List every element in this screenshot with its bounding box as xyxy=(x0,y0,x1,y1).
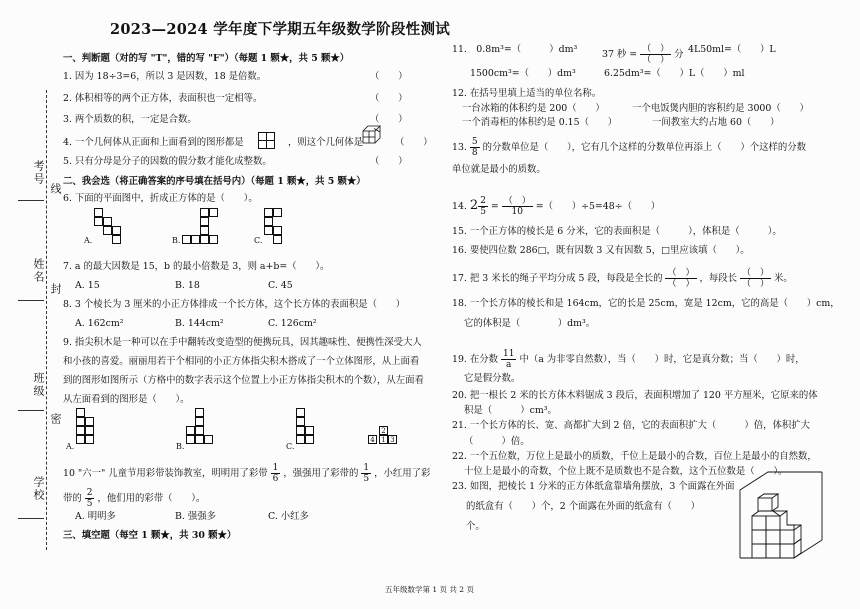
q17-text-c: 米。 xyxy=(773,273,793,284)
q10-option-a: A. 明明多 xyxy=(75,511,116,522)
q19-line-2: 它是假分数。 xyxy=(464,373,521,384)
fraction-five-eighths: $\frac{5}{8}$ xyxy=(471,137,478,158)
option-label: A. xyxy=(66,442,75,451)
q7-option-c: C. 45 xyxy=(268,280,293,291)
option-label: C. xyxy=(286,442,295,451)
question-9-line-4: 从左面看到的图形是（ ）。 xyxy=(63,394,190,405)
q10-text-e: ，他们用的彩带（ ）。 xyxy=(97,493,206,504)
question-12: 12. 在括号里填上适当的单位名称。 xyxy=(452,88,602,99)
fraction-blank-over-ten: $\frac{( )}{10}$ xyxy=(503,196,531,217)
section-fill-heading: 三、填空题（每空 1 颗★，共 30 颗★） xyxy=(63,530,237,541)
question-9-line-3: 到的图形如图所示（方格中的数字表示这个位置上小正方体指尖积木的个数），从左面看 xyxy=(63,375,424,386)
margin-rule xyxy=(18,410,44,411)
question-15: 15. 一个正方体的棱长是 6 分米，它的表面积是（ ），体积是（ ）。 xyxy=(452,226,782,237)
q20-line-2: 积是（ ）cm³。 xyxy=(464,405,557,416)
fraction-blank: $\frac{( )}{( )}$ xyxy=(642,44,670,65)
question-11-c: 4L50ml=（ ）L xyxy=(688,44,776,55)
q6-net-a xyxy=(84,208,144,248)
option-label: A. xyxy=(84,236,93,245)
question-4-text-b: ，则这个几何体是 xyxy=(288,137,364,148)
question-11-e: 6.25dm³=（ ）L（ ）ml xyxy=(604,68,745,79)
fraction-eleven-over-a: $\frac{11}{a}$ xyxy=(503,349,515,370)
question-9-line-2: 和小孩的喜爱。丽丽用若干个相同的小正方体指尖积木搭成了一个立体图形，从上面看 xyxy=(63,356,420,367)
question-17 xyxy=(452,268,793,289)
q21-line-2: （ ）倍。 xyxy=(464,436,530,447)
question-16: 16. 要使四位数 286□，既有因数 3 又有因数 5，□里应该填（ ）。 xyxy=(452,245,750,256)
q19-text-a: 19. 在分数 xyxy=(452,354,499,365)
answer-paren: （ ） xyxy=(395,137,433,148)
q17-text-a: 17. 把 3 米长的绳子平均分成 5 段，每段是全长的 xyxy=(452,273,663,284)
question-4 xyxy=(63,137,244,149)
option-label: C. xyxy=(254,236,263,245)
q10-text-b: ，强强用了彩带的 xyxy=(283,468,359,479)
question-14: 14. 2 $\frac{2}{5}$ = $\frac{( )}{10}$ =（ ）÷5=48÷（ ） xyxy=(452,196,661,217)
question-11-d: 1500cm³=（ ）dm³ xyxy=(470,68,576,79)
question-8: 8. 3 个棱长为 3 厘米的小正方体排成一个长方体，这个长方体的表面积是（ ） xyxy=(63,299,406,310)
answer-paren: （ ） xyxy=(370,71,408,82)
option-label: B. xyxy=(172,236,181,245)
page-footer: 五年级数学第 1 页 共 2 页 xyxy=(385,585,474,594)
q13-number: 13. xyxy=(452,142,467,153)
q11-unit: 分 xyxy=(674,49,684,60)
grid-cell: 3 xyxy=(388,435,397,444)
q11-text: 37 秒 = xyxy=(602,49,638,60)
q23-line-3: 个。 xyxy=(466,521,485,532)
cube-stack-icon xyxy=(258,128,280,150)
q14-text: =（ ）÷5=48÷（ ） xyxy=(535,201,661,212)
margin-label-feng: 封 xyxy=(49,283,62,296)
question-5: 5. 只有分母是分子的因数的假分数才能化成整数。 xyxy=(63,156,272,167)
q9-view-a xyxy=(66,408,116,453)
q6-net-c xyxy=(254,208,314,248)
q6-net-b xyxy=(172,208,232,248)
question-4-text-a: 4. 一个几何体从正面和上面看到的图形都是 xyxy=(63,137,244,148)
q17-text-b: ，每段长 xyxy=(699,273,737,284)
margin-label-xian: 线 xyxy=(49,183,62,196)
q7-option-b: B. 18 xyxy=(175,280,200,291)
answer-paren: （ ） xyxy=(370,156,408,167)
question-10-line-2 xyxy=(63,488,205,509)
q12-item-2: 一个电饭煲内胆的容积约是 3000（ ） xyxy=(632,103,809,114)
section-judge-heading: 一、判断题（对的写 "T"，错的写 "F"）（每题 1 颗★，共 5 颗★） xyxy=(63,53,350,64)
q10-option-b: B. 强强多 xyxy=(175,511,216,522)
binding-margin xyxy=(0,0,60,609)
question-6: 6. 下面的平面图中，折成正方体的是（ ）。 xyxy=(63,193,258,204)
stacked-cubes-figure xyxy=(738,470,824,560)
margin-label-xingming: 姓名 xyxy=(32,258,45,284)
margin-label-kaohao: 考号 xyxy=(32,160,45,186)
grid-cell: 4 xyxy=(368,435,377,444)
q8-option-c: C. 126cm² xyxy=(268,318,317,329)
q10-text-d: 带的 xyxy=(63,493,82,504)
q18-line-2: 它的体积是（ ）dm³。 xyxy=(464,318,596,329)
question-22: 22. 一个五位数，万位上是最小的质数，千位上是最小的合数，百位上是最小的自然数， xyxy=(452,451,817,462)
q12-item-1: 一台冰箱的体积约是 200（ ） xyxy=(462,103,605,114)
grid-cell: 1 xyxy=(379,435,388,444)
answer-paren: （ ） xyxy=(370,114,408,125)
q9-view-b xyxy=(176,408,226,453)
exam-title: 2023—2024 学年度下学期五年级数学阶段性测试 xyxy=(110,21,451,38)
question-18: 18. 一个长方体的棱长和是 164cm，它的长是 25cm，宽是 12cm，它的高是（ ）cm， xyxy=(452,298,840,309)
grid-cell: 2 xyxy=(379,426,388,435)
q19-text-b: 中（a 为非零自然数），当（ ）时，它是真分数；当（ ）时， xyxy=(519,354,805,365)
option-label: B. xyxy=(176,442,185,451)
fraction-blank: $\frac{( )}{( )}$ xyxy=(741,268,769,289)
margin-rule xyxy=(18,200,44,201)
answer-paren: （ ） xyxy=(370,93,408,104)
fraction-blank: $\frac{( )}{( )}$ xyxy=(667,268,695,289)
q8-option-b: B. 144cm² xyxy=(175,318,224,329)
q12-item-4: 一间教室大约占地 60（ ） xyxy=(652,117,780,128)
binding-dashed-line xyxy=(46,90,47,550)
q8-option-a: A. 162cm² xyxy=(75,318,124,329)
margin-label-mi: 密 xyxy=(49,413,62,426)
question-13 xyxy=(452,137,806,158)
fraction-two-fifths: $\frac{2}{5}$ xyxy=(86,488,93,509)
q13-text: 的分数单位是（ ），它有几个这样的分数单位再添上（ ）个这样的分数 xyxy=(482,142,807,153)
question-11-a: 11. 0.8m³=（ ）dm³ xyxy=(452,44,578,55)
q13-line-2: 单位就是最小的质数。 xyxy=(452,164,546,175)
q14-number: 14. xyxy=(452,201,467,212)
q12-item-3: 一个消毒柜的体积约是 0.15（ ） xyxy=(462,117,618,128)
question-19 xyxy=(452,349,805,370)
question-2: 2. 体积相等的两个正方体，表面积也一定相等。 xyxy=(63,93,263,104)
q23-line-2: 的纸盒有（ ）个，2 个面露在外面的纸盒有（ ） xyxy=(466,501,700,512)
section-choice-heading: 二、我会选（将正确答案的序号填在括号内）（每题 1 颗★，共 5 颗★） xyxy=(63,176,366,187)
q22-line-2: 十位上是最小的奇数，个位上既不是质数也不是合数，这个五位数是（ ）。 xyxy=(464,466,788,477)
margin-rule xyxy=(18,518,44,519)
cube-3d-icon xyxy=(362,125,382,145)
q7-option-a: A. 15 xyxy=(75,280,100,291)
q9-top-view-grid xyxy=(368,426,398,448)
q10-option-c: C. 小红多 xyxy=(268,511,309,522)
margin-rule xyxy=(18,300,44,301)
q14-whole: 2 xyxy=(469,198,479,213)
q10-text-a: 10 "六一" 儿童节用彩带装饰教室，明明用了彩带 xyxy=(63,468,268,479)
question-3: 3. 两个质数的积，一定是合数。 xyxy=(63,114,197,125)
q9-view-c xyxy=(286,408,336,453)
fraction-one-sixth: $\frac{1}{6}$ xyxy=(272,463,279,484)
fraction-two-fifths: $\frac{2}{5}$ xyxy=(480,196,486,217)
fraction-one-fifth: $\frac{1}{5}$ xyxy=(363,463,370,484)
question-20: 20. 把一根长 2 米的长方体木料锯成 3 段后，表面积增加了 120 平方厘米，它原来的体 xyxy=(452,390,818,401)
question-1: 1. 因为 18÷3=6，所以 3 是因数，18 是倍数。 xyxy=(63,71,267,82)
q10-text-c: ，小红用了彩 xyxy=(374,468,431,479)
margin-label-banji: 班级 xyxy=(32,372,45,398)
question-23: 23. 如图，把棱长 1 分米的正方体纸盒靠墙角摆放，3 个面露在外面 xyxy=(452,481,735,492)
question-10-line-1 xyxy=(63,463,430,484)
margin-label-xuexiao: 学校 xyxy=(32,476,45,502)
question-9-line-1: 9. 指尖积木是一种可以在手中翻转改变造型的便携玩具，因其趣味性、便携性深受大人 xyxy=(63,337,422,348)
question-21: 21. 一个长方体的长、宽、高都扩大到 2 倍，它的表面积扩大（ ）倍，体积扩大 xyxy=(452,420,810,431)
question-7: 7. a 的最大因数是 15，b 的最小倍数是 3，则 a+b=（ ）。 xyxy=(63,261,330,272)
question-11-b xyxy=(602,44,684,65)
